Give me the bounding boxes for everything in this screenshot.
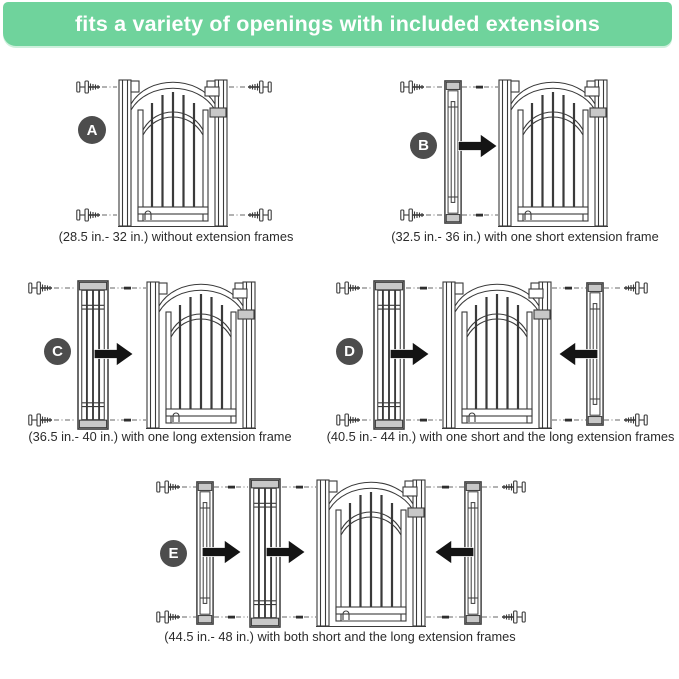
diagram-b-letter: B — [418, 137, 429, 154]
diagram-a-caption: (28.5 in.- 32 in.) without extension frames — [58, 229, 294, 244]
mounting-hardware-icon — [624, 414, 647, 426]
mounting-hardware-icon — [624, 282, 647, 294]
page-title: fits a variety of openings with included extensions — [74, 12, 601, 36]
dash-connector — [442, 486, 449, 489]
diagram-d-caption: (40.5 in.- 44 in.) with one short and the long extension frames — [326, 429, 675, 444]
dash-connector — [124, 419, 131, 422]
mounting-hardware-icon — [401, 81, 424, 93]
dash-connector — [228, 616, 235, 619]
gate-illustration — [118, 80, 228, 227]
mounting-hardware-icon — [337, 414, 360, 426]
mounting-hardware-icon — [157, 481, 180, 493]
mounting-hardware-icon — [337, 282, 360, 294]
dash-connector — [420, 287, 427, 290]
diagram-c-letter: C — [52, 343, 63, 360]
mounting-hardware-icon — [157, 611, 180, 623]
dash-connector — [476, 214, 483, 217]
diagram-a-illustration — [60, 64, 290, 234]
diagram-e-letter: E — [168, 545, 179, 562]
dash-connector — [296, 486, 303, 489]
dash-connector — [565, 287, 572, 290]
mounting-hardware-icon — [29, 282, 52, 294]
gate-illustration — [146, 282, 256, 429]
header-banner — [3, 2, 672, 46]
arrow-right-icon — [459, 135, 497, 157]
dash-connector — [228, 486, 235, 489]
mounting-hardware-icon — [502, 611, 525, 623]
dash-connector — [565, 419, 572, 422]
dash-connector — [124, 287, 131, 290]
mounting-hardware-icon — [77, 81, 100, 93]
diagram-e-caption: (44.5 in.- 48 in.) with both short and the long extension frames — [164, 629, 516, 644]
mounting-hardware-icon — [401, 209, 424, 221]
short-extension-frame-illustration — [445, 81, 461, 223]
mounting-hardware-icon — [248, 209, 271, 221]
diagram-d-illustration — [330, 264, 679, 436]
gate-illustration — [498, 80, 608, 227]
gate-illustration — [316, 480, 426, 627]
mounting-hardware-icon — [502, 481, 525, 493]
diagram-a-letter: A — [86, 121, 98, 139]
diagram-b-caption: (32.5 in.- 36 in.) with one short extension frame — [391, 229, 659, 244]
mounting-hardware-icon — [248, 81, 271, 93]
diagram-c-caption: (36.5 in.- 40 in.) with one long extension frame — [28, 429, 292, 444]
diagram-b-illustration — [388, 64, 678, 234]
mounting-hardware-icon — [29, 414, 52, 426]
gate-illustration — [442, 282, 552, 429]
dash-connector — [442, 616, 449, 619]
mounting-hardware-icon — [77, 209, 100, 221]
dash-connector — [296, 616, 303, 619]
diagram-e-illustration — [150, 464, 530, 636]
dash-connector — [476, 86, 483, 89]
diagram-d-letter: D — [344, 343, 355, 360]
dash-connector — [420, 419, 427, 422]
diagram-c-illustration — [14, 264, 324, 436]
